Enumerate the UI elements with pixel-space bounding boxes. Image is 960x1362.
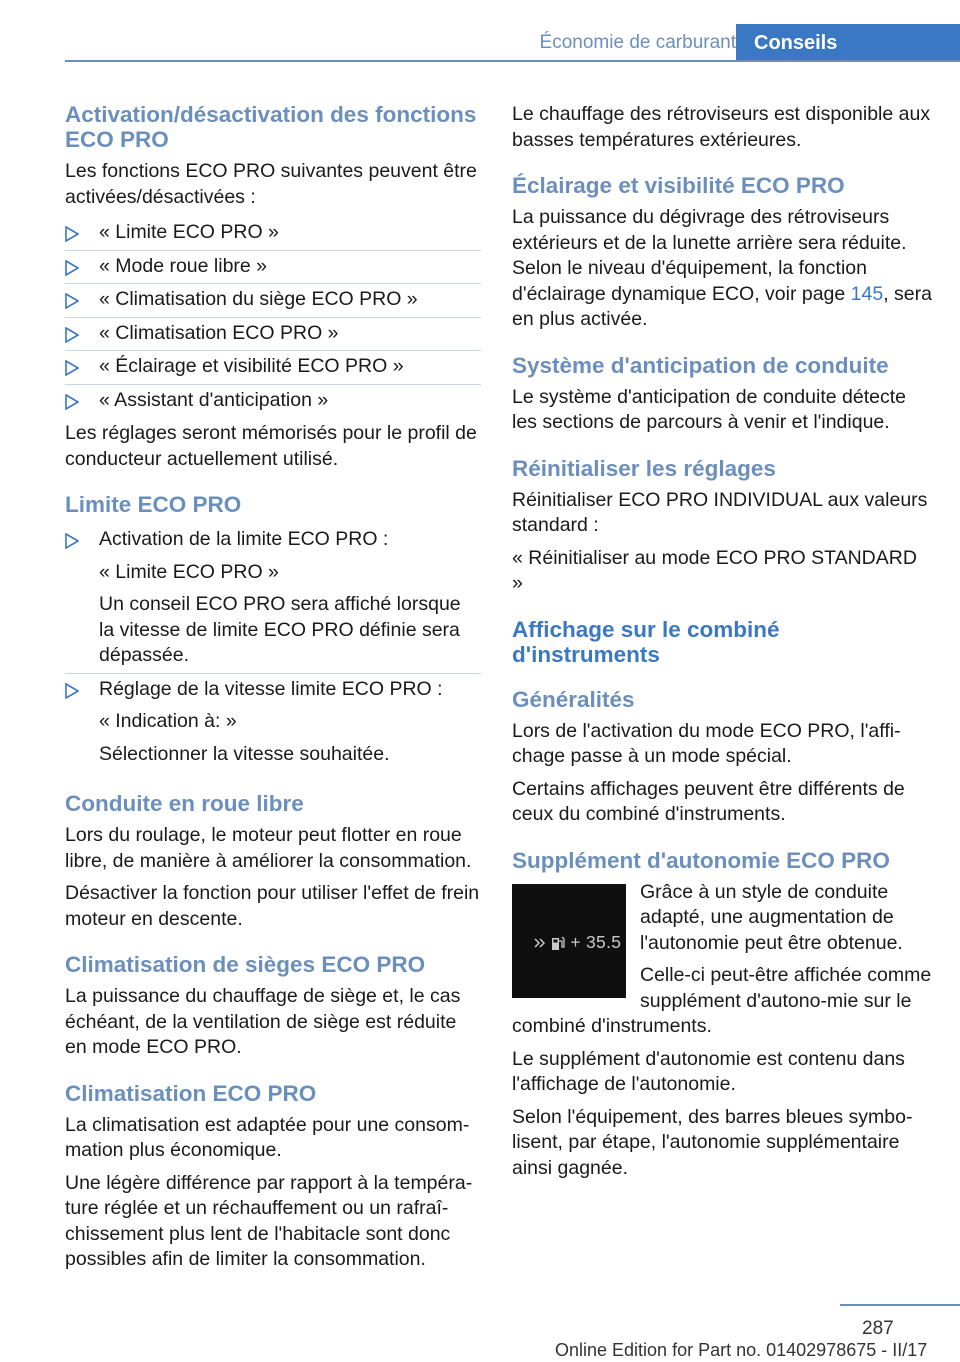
paragraph: Les réglages seront mémorisés pour le profil de conducteur actuellement utilisé.: [65, 422, 477, 470]
list-item-sub: Un conseil ECO PRO sera affiché lorsque la vitesse de limite ECO PRO définie sera dépassée.: [99, 593, 461, 666]
list-item-sub: « Indication à: »: [99, 710, 237, 732]
fuel-pump-icon: [551, 932, 565, 952]
triangle-bullet-icon: [65, 291, 79, 307]
header-rule: [65, 60, 960, 62]
paragraph: La puissance du chauffage de siège et, le cas échéant, de la ventilation de siège est réduite en mode ECO PRO.: [65, 985, 461, 1058]
paragraph: Une légère différence par rapport à la tempéra-ture réglée et un réchauffement ou un rafraî-chissement plus lent de l'habitacle sont donc possibles afin de limiter la consommation.: [65, 1171, 473, 1270]
heading-eclairage: Éclairage et visibilité ECO PRO: [512, 173, 845, 198]
heading-generalites: Généralités: [512, 686, 635, 712]
triangle-bullet-icon: [65, 531, 79, 547]
paragraph: Le système d'anticipation de conduite détecte les sections de parcours à venir et l'indique.: [512, 385, 906, 433]
paragraph: Le supplément d'autonomie est contenu dans l'affichage de l'autonomie.: [512, 1047, 905, 1095]
list-item-sub: « Limite ECO PRO »: [99, 560, 279, 583]
range-display-image: [512, 884, 626, 998]
paragraph: [512, 205, 932, 333]
triangle-bullet-icon: [65, 681, 79, 697]
list-item: [65, 284, 481, 318]
limite-steps-list: [65, 524, 481, 771]
list-item: [65, 674, 481, 772]
heading-activation: Activation/désactivation des fonctions ECO PRO: [65, 102, 477, 152]
triangle-bullet-icon: [65, 325, 79, 341]
list-item-sub: Sélectionner la vitesse souhaitée.: [99, 742, 390, 765]
text-run: , sera en plus activée.: [512, 282, 932, 330]
edition-footer: Online Edition for Part no. 01402978675 - II/17: [555, 1340, 928, 1360]
heading-anticipation: Système d'anticipation de conduite: [512, 352, 889, 378]
paragraph: Lors du roulage, le moteur peut flotter en roue libre, de manière à améliorer la consommation.: [65, 824, 472, 872]
triangle-bullet-icon: [65, 392, 79, 408]
list-item-label: « Climatisation du siège ECO PRO »: [99, 288, 418, 310]
heading-roue-libre: Conduite en roue libre: [65, 791, 304, 816]
list-item-label: Activation de la limite ECO PRO :: [99, 528, 389, 550]
list-item: [65, 524, 481, 674]
range-display-readout: [534, 932, 621, 953]
left-column: [65, 102, 481, 1280]
triangle-bullet-icon: [65, 224, 79, 240]
heading-limite: Limite ECO PRO: [65, 492, 242, 517]
list-item-label: « Mode roue libre »: [99, 254, 268, 277]
paragraph: Selon l'équipement, des barres bleues symbo-lisent, par étape, l'autonomie supplémentaire ainsi gagnée.: [512, 1105, 913, 1179]
list-item: [65, 217, 481, 251]
heading-climatisation-sieges: Climatisation de sièges ECO PRO: [65, 952, 426, 977]
paragraph: Réinitialiser ECO PRO INDIVIDUAL aux valeurs standard :: [512, 488, 928, 536]
paragraph: La climatisation est adaptée pour une consom-mation plus économique.: [65, 1113, 470, 1161]
paragraph: Les fonctions ECO PRO suivantes peuvent être activées/désactivées :: [65, 160, 477, 208]
paragraph: Le chauffage des rétroviseurs est disponible aux basses températures extérieures.: [512, 103, 931, 151]
heading-supplement-autonomie: Supplément d'autonomie ECO PRO: [512, 847, 890, 873]
list-item-label: « Éclairage et visibilité ECO PRO »: [99, 355, 404, 377]
list-item: [65, 251, 481, 285]
supplement-block: [512, 880, 932, 1040]
triangle-bullet-icon: [65, 258, 79, 274]
paragraph: « Réinitialiser au mode ECO PRO STANDARD »: [512, 546, 917, 594]
heading-climatisation: Climatisation ECO PRO: [65, 1080, 317, 1106]
list-item-label: « Assistant d'anticipation »: [99, 388, 329, 411]
heading-reinitialiser: Réinitialiser les réglages: [512, 455, 776, 481]
double-chevron-icon: [534, 932, 546, 952]
triangle-bullet-icon: [65, 358, 79, 374]
paragraph: Certains affichages peuvent être différents de ceux du combiné d'instruments.: [512, 777, 905, 825]
page-header: [0, 0, 960, 62]
paragraph: Désactiver la fonction pour utiliser l'effet de frein moteur en descente.: [65, 882, 480, 930]
list-item-label: « Limite ECO PRO »: [99, 221, 279, 243]
list-item-label: Réglage de la vitesse limite ECO PRO :: [99, 677, 443, 700]
list-item: [65, 385, 481, 418]
paragraph: Celle-ci peut-être affichée comme supplément d'autono-mie sur le combiné d'instruments.: [512, 964, 932, 1037]
list-item: [65, 351, 481, 385]
list-item: [65, 318, 481, 352]
header-section-title: Économie de carburant: [539, 32, 736, 53]
paragraph: Grâce à un style de conduite adapté, une augmentation de l'autonomie peut être obtenue.: [640, 880, 903, 954]
range-value: + 35.5: [570, 931, 622, 952]
page-reference-link[interactable]: 145: [850, 282, 884, 305]
heading-affichage-combine: Affichage sur le combiné d'instruments: [512, 616, 780, 667]
footer-rule: [840, 1304, 960, 1306]
page-number: 287: [862, 1318, 894, 1339]
right-column: [512, 102, 932, 1188]
list-item-label: « Climatisation ECO PRO »: [99, 321, 339, 344]
text-run: La puissance du dégivrage des rétroviseurs extérieurs et de la lunette arrière sera réduite. Selon le niveau d'équipement, la fonction d'éclairage dynamique ECO, voir page: [512, 206, 907, 305]
paragraph: Lors de l'activation du mode ECO PRO, l'affi-chage passe à un mode spécial.: [512, 719, 901, 767]
header-tab-conseils: Conseils: [736, 24, 960, 62]
eco-pro-function-list: [65, 217, 481, 417]
